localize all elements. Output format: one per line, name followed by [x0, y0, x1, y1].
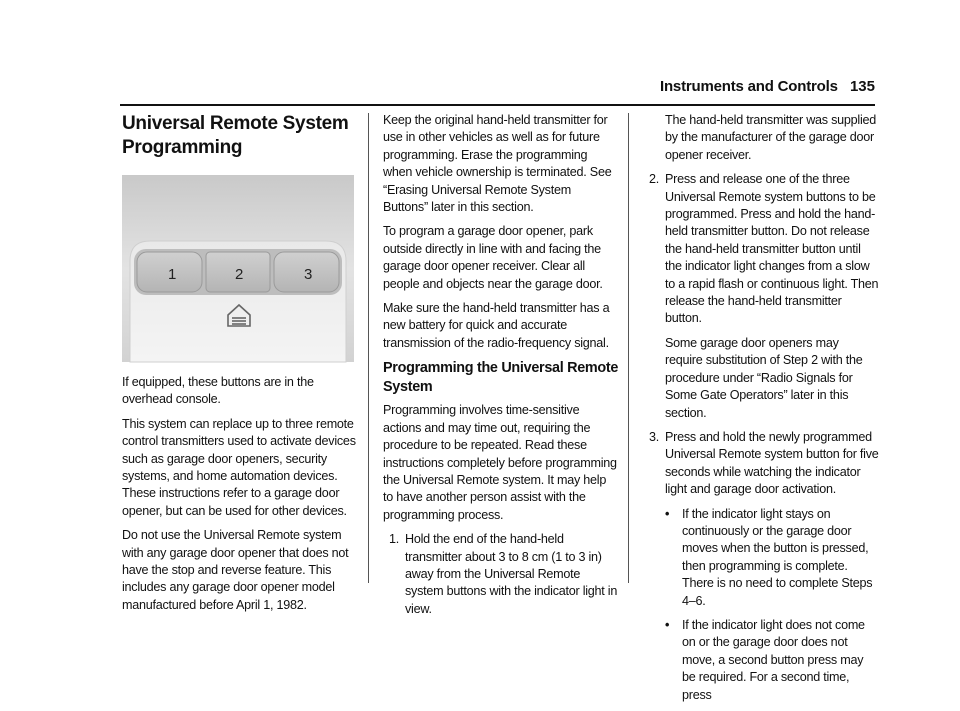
- column-3: [643, 112, 879, 711]
- bullet-icon: •: [665, 506, 670, 521]
- section-subtitle: Programming the Universal Remote System: [383, 360, 619, 396]
- step-3: [643, 429, 879, 499]
- column-divider: [368, 113, 369, 583]
- column-2: [383, 112, 619, 625]
- page-title: Universal Remote System Programming: [122, 113, 349, 158]
- column-divider: [628, 113, 629, 583]
- button-label: 2: [234, 266, 244, 283]
- column-1: [122, 112, 358, 621]
- steps-list: [643, 112, 879, 499]
- step-text: The hand-held transmitter was supplied by the manufacturer of the garage door opener receiver.: [665, 113, 877, 162]
- step-text: Press and hold the newly programmed Universal Remote system button for five seconds while watching the indicator light and garage door activation.: [665, 429, 879, 497]
- paragraph: Do not use the Universal Remote system with any garage door opener that does not have the stop and reverse feature. This includes any garage door opener model manufactured before April 1, 1982.: [122, 528, 349, 612]
- bullet-item: [643, 506, 879, 610]
- paragraph: To program a garage door opener, park outside directly in line with and facing the garage door opener receiver. Clear all people and objects near the garage door.: [383, 224, 603, 291]
- paragraph: If equipped, these buttons are in the overhead console.: [122, 375, 314, 407]
- step-number: 2.: [649, 172, 660, 187]
- step-text: Press and release one of the three Universal Remote system buttons to be programmed. Press and hold the hand-held transmitter button. Do not release the hand-held transmitter button until the indicator light changes from a slow to a rapid flash or continuous light. Then release the hand-held transmitter button.: [665, 172, 879, 326]
- paragraph: Programming involves time-sensitive actions and may time out, requiring the procedure to be repeated. Read these instructions completely before programming the Universal Remote system. It may help to have another person assist with the programming process.: [383, 403, 617, 522]
- step-2: [643, 171, 879, 422]
- bullet-text: If the indicator light stays on continuously or the garage door moves when the button is pressed, then programming is complete. There is no need to complete Steps 4–6.: [682, 506, 873, 608]
- page-number: 135: [849, 78, 875, 95]
- step-1-continued: [643, 112, 879, 164]
- step-1: [383, 531, 619, 618]
- paragraph: Make sure the hand-held transmitter has a new battery for quick and accurate transmission of the radio-frequency signal.: [383, 301, 610, 350]
- page-header: [660, 78, 875, 102]
- header-divider: [120, 104, 875, 106]
- bullet-list: [643, 506, 879, 704]
- step-number: 3.: [649, 429, 660, 444]
- paragraph: Keep the original hand-held transmitter for use in other vehicles as well as for future programming. Erase the programming when vehicle ownership is terminated. See “Erasing Universal Remote System Buttons” later in this section.: [383, 113, 612, 215]
- button-label: 1: [167, 266, 177, 283]
- steps-list: [383, 531, 619, 618]
- paragraph: This system can replace up to three remote control transmitters used to activate devices such as garage door openers, security systems, and home automation devices. These instructions refer to a garage door opener, but can be used for other devices.: [122, 416, 356, 518]
- bullet-icon: •: [665, 617, 670, 632]
- step-text: Hold the end of the hand-held transmitter about 3 to 8 cm (1 to 3 in) away from the Universal Remote system buttons with the indicator light in view.: [405, 532, 618, 616]
- step-note: Some garage door openers may require substitution of Step 2 with the procedure under “Radio Signals for Some Gate Operators” later in this section.: [665, 335, 863, 420]
- button-label: 3: [303, 266, 313, 283]
- bullet-text: If the indicator light does not come on or the garage door does not move, a second button press may be required. For a second time, press: [682, 617, 865, 702]
- step-number: 1.: [389, 532, 400, 547]
- bullet-item: [643, 617, 879, 704]
- overhead-console-photo: [122, 175, 354, 362]
- section-title: Instruments and Controls: [660, 78, 838, 95]
